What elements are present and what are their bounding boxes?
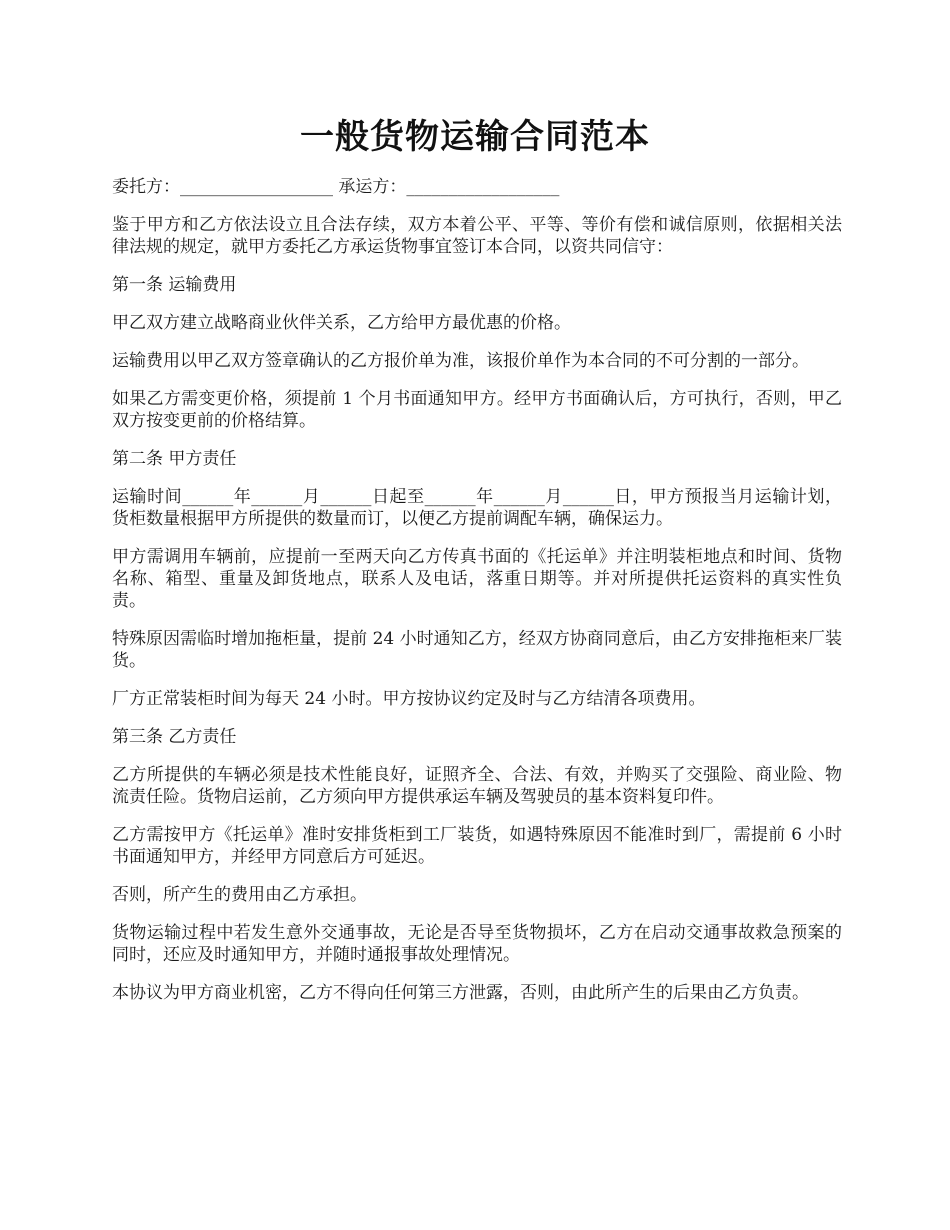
paragraph: 运输时间______年______月______日起至______年______月______日，甲方预报当月运输计划，货柜数量根据甲方所提供的数量而订，以便乙方提前调配车辆，确保运力。: [112, 487, 842, 529]
preamble-paragraph: 鉴于甲方和乙方依法设立且合法存续，双方本着公平、平等、等价有偿和诚信原则，依据相关法律法规的规定，就甲方委托乙方承运货物事宜签订本合同，以资共同信守：: [112, 215, 842, 257]
paragraph: 如果乙方需变更价格，须提前 1 个月书面通知甲方。经甲方书面确认后，方可执行，否则，甲乙双方按变更前的价格结算。: [112, 389, 842, 431]
paragraph: 运输费用以甲乙双方签章确认的乙方报价单为准，该报价单作为本合同的不可分割的一部分。: [112, 351, 809, 371]
section-heading-3: 第三条 乙方责任: [112, 727, 237, 747]
section-heading-1: 第一条 运输费用: [112, 275, 237, 295]
document-title: 一般货物运输合同范本: [300, 117, 650, 157]
paragraph: 货物运输过程中若发生意外交通事故，无论是否导至货物损坏，乙方在启动交通事故救急预案的同时，还应及时通知甲方，并随时通报事故处理情况。: [112, 923, 842, 965]
section-heading-2: 第二条 甲方责任: [112, 449, 237, 469]
paragraph: 本协议为甲方商业机密，乙方不得向任何第三方泄露，否则，由此所产生的后果由乙方负责。: [112, 983, 809, 1003]
paragraph: 甲乙双方建立战略商业伙伴关系，乙方给甲方最优惠的价格。: [112, 313, 571, 333]
paragraph: 乙方所提供的车辆必须是技术性能良好，证照齐全、合法、有效，并购买了交强险、商业险、物流责任险。货物启运前，乙方须向甲方提供承运车辆及驾驶员的基本资料复印件。: [112, 765, 842, 807]
document-body: [112, 176, 842, 1020]
parties-line: 委托方：__________________ 承运方：__________________: [112, 177, 560, 197]
paragraph: 厂方正常装柜时间为每天 24 小时。甲方按协议约定及时与乙方结清各项费用。: [112, 689, 706, 709]
paragraph: 特殊原因需临时增加拖柜量，提前 24 小时通知乙方，经双方协商同意后，由乙方安排拖柜来厂装货。: [112, 629, 842, 671]
paragraph: 甲方需调用车辆前，应提前一至两天向乙方传真书面的《托运单》并注明装柜地点和时间、货物名称、箱型、重量及卸货地点，联系人及电话，落重日期等。并对所提供托运资料的真实性负责。: [112, 547, 842, 611]
paragraph: 否则，所产生的费用由乙方承担。: [112, 885, 367, 905]
paragraph: 乙方需按甲方《托运单》准时安排货柜到工厂装货，如遇特殊原因不能准时到厂，需提前 6 小时书面通知甲方，并经甲方同意后方可延迟。: [112, 825, 842, 867]
